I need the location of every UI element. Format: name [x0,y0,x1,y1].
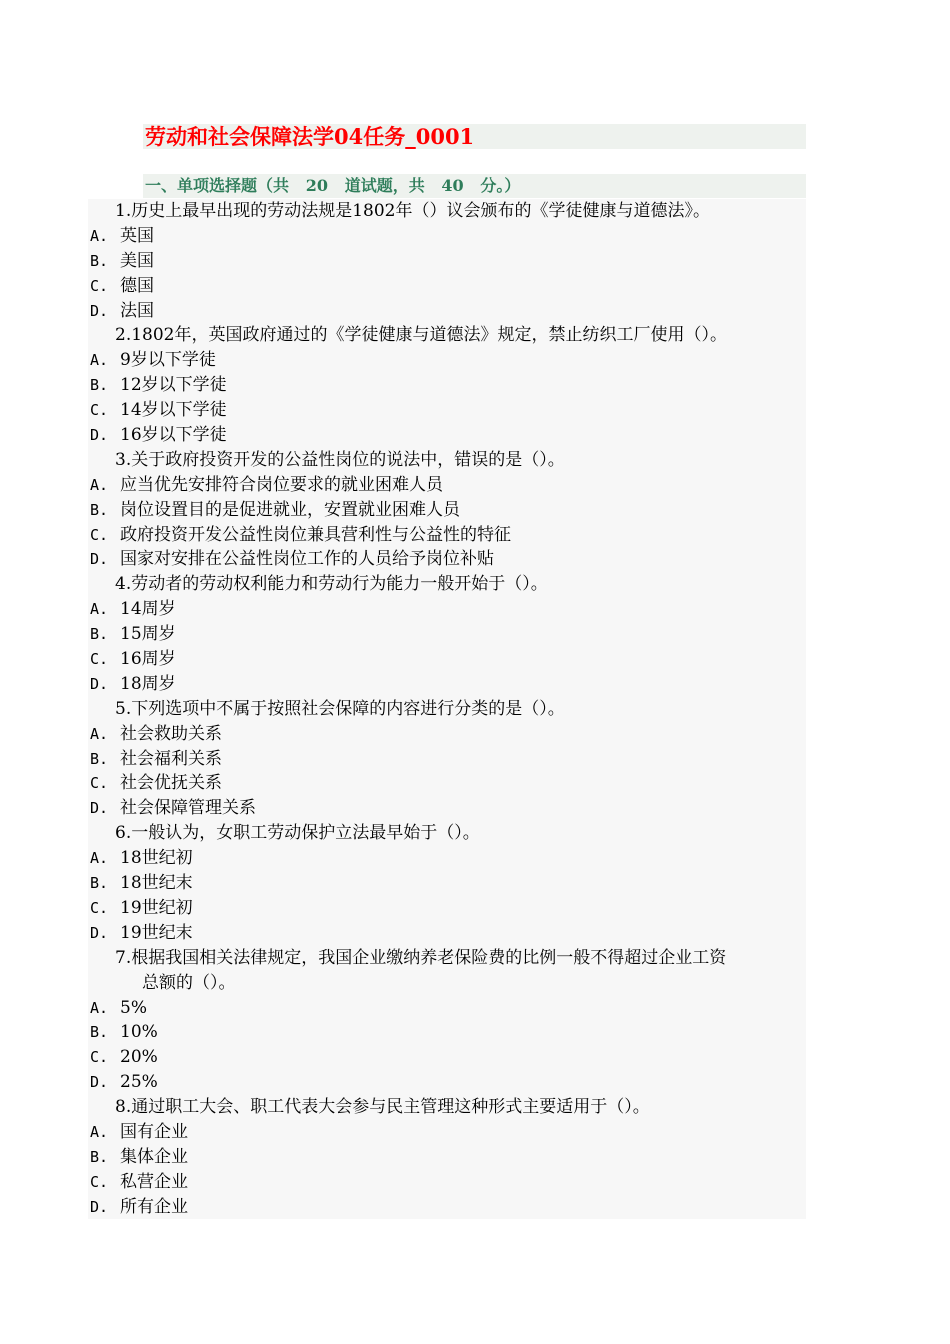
option-letter: A. [90,1122,109,1141]
answer-option[interactable] [88,1070,806,1095]
option-letter: A. [90,226,109,245]
answer-option[interactable] [88,1170,806,1195]
option-text: 社会保障管理关系 [120,798,256,819]
section-heading: 一、单项选择题（共 20 道试题，共 40 分。） [145,176,521,195]
answer-option[interactable] [88,597,806,622]
question-block [88,1095,806,1219]
option-letter: C. [90,774,109,793]
question-block [88,323,806,447]
question-block [88,199,806,323]
option-text: 9岁以下学徒 [120,350,216,371]
option-text: 10% [120,1022,158,1043]
option-text: 国有企业 [120,1121,188,1142]
option-letter: B. [90,749,109,768]
question-stem [88,1095,806,1120]
answer-option[interactable] [88,647,806,672]
question-block [88,946,806,1095]
option-text: 12岁以下学徒 [120,375,227,396]
question-text: 8.通过职工大会、职工代表大会参与民主管理这种形式主要适用于（）。 [115,1097,650,1118]
answer-option[interactable] [88,871,806,896]
option-letter: B. [90,1023,109,1042]
question-block [88,448,806,572]
option-letter: D. [90,1073,109,1092]
option-text: 18世纪末 [120,873,193,894]
option-letter: B. [90,1147,109,1166]
answer-option[interactable] [88,398,806,423]
answer-option[interactable] [88,473,806,498]
question-text: 4.劳动者的劳动权利能力和劳动行为能力一般开始于（）。 [115,574,548,595]
answer-option[interactable] [88,373,806,398]
answer-option[interactable] [88,348,806,373]
option-letter: D. [90,799,109,818]
option-letter: D. [90,426,109,445]
answer-option[interactable] [88,722,806,747]
option-text: 19世纪初 [120,897,193,918]
option-letter: C. [90,1048,109,1067]
option-letter: C. [90,1172,109,1191]
question-text: 2.1802年，英国政府通过的《学徒健康与道德法》规定，禁止纺织工厂使用（）。 [115,325,727,346]
option-text: 集体企业 [120,1146,188,1167]
option-letter: A. [90,724,109,743]
option-letter: D. [90,674,109,693]
question-block [88,572,806,696]
option-letter: C. [90,650,109,669]
option-text: 14周岁 [120,599,176,620]
option-text: 25% [120,1072,158,1093]
question-stem-continuation [88,971,806,996]
option-letter: A. [90,849,109,868]
option-text: 16岁以下学徒 [120,425,227,446]
answer-option[interactable] [88,996,806,1021]
option-text: 16周岁 [120,649,176,670]
question-stem [88,572,806,597]
option-letter: D. [90,301,109,320]
option-letter: B. [90,625,109,644]
option-text: 国家对安排在公益性岗位工作的人员给予岗位补贴 [120,549,494,570]
document-title: 劳动和社会保障法学04任务_0001 [145,124,475,149]
option-letter: D. [90,1197,109,1216]
option-letter: B. [90,874,109,893]
option-text: 14岁以下学徒 [120,400,227,421]
option-text: 20% [120,1047,158,1068]
question-text: 总额的（）。 [142,972,236,993]
option-text: 社会救助关系 [120,723,222,744]
option-text: 德国 [120,275,154,296]
answer-option[interactable] [88,1120,806,1145]
answer-option[interactable] [88,846,806,871]
option-text: 岗位设置目的是促进就业，安置就业困难人员 [120,499,460,520]
option-letter: C. [90,898,109,917]
option-text: 社会福利关系 [120,748,222,769]
option-text: 5% [120,997,147,1018]
answer-option[interactable] [88,523,806,548]
answer-option[interactable] [88,622,806,647]
answer-option[interactable] [88,299,806,324]
answer-option[interactable] [88,1045,806,1070]
answer-option[interactable] [88,498,806,523]
option-letter: A. [90,998,109,1017]
option-text: 19世纪末 [120,922,193,943]
option-text: 应当优先安排符合岗位要求的就业困难人员 [120,474,443,495]
question-stem [88,697,806,722]
answer-option[interactable] [88,896,806,921]
option-text: 政府投资开发公益性岗位兼具营利性与公益性的特征 [120,524,511,545]
option-text: 所有企业 [120,1196,188,1217]
option-letter: C. [90,525,109,544]
option-text: 英国 [120,225,154,246]
answer-option[interactable] [88,274,806,299]
answer-option[interactable] [88,921,806,946]
option-text: 社会优抚关系 [120,773,222,794]
answer-option[interactable] [88,747,806,772]
question-text: 6.一般认为，女职工劳动保护立法最早始于（）。 [115,823,480,844]
answer-option[interactable] [88,249,806,274]
option-letter: A. [90,351,109,370]
option-letter: D. [90,550,109,569]
question-list [88,199,806,1220]
option-text: 18周岁 [120,673,176,694]
question-text: 3.关于政府投资开发的公益性岗位的说法中，错误的是（）。 [115,449,565,470]
question-text: 1.历史上最早出现的劳动法规是1802年（）议会颁布的《学徒健康与道德法》。 [115,201,710,221]
answer-option[interactable] [88,1020,806,1045]
option-letter: B. [90,376,109,395]
question-stem [88,199,806,224]
option-letter: B. [90,251,109,270]
option-letter: D. [90,923,109,942]
option-text: 15周岁 [120,624,176,645]
question-stem [88,821,806,846]
option-letter: A. [90,475,109,494]
answer-option[interactable] [88,547,806,572]
question-text: 7.根据我国相关法律规定，我国企业缴纳养老保险费的比例一般不得超过企业工资 [115,947,727,968]
question-stem [88,448,806,473]
option-letter: B. [90,500,109,519]
question-text: 5.下列选项中不属于按照社会保障的内容进行分类的是（）。 [115,698,565,719]
answer-option[interactable] [88,1145,806,1170]
answer-option[interactable] [88,224,806,249]
option-text: 私营企业 [120,1171,188,1192]
answer-option[interactable] [88,1195,806,1220]
option-letter: C. [90,401,109,420]
question-block [88,697,806,821]
answer-option[interactable] [88,796,806,821]
option-letter: C. [90,276,109,295]
option-text: 法国 [120,300,154,321]
question-block [88,821,806,945]
answer-option[interactable] [88,672,806,697]
answer-option[interactable] [88,771,806,796]
option-letter: A. [90,600,109,619]
question-stem [88,323,806,348]
option-text: 美国 [120,250,154,271]
option-text: 18世纪初 [120,848,193,869]
answer-option[interactable] [88,423,806,448]
question-stem [88,946,806,971]
